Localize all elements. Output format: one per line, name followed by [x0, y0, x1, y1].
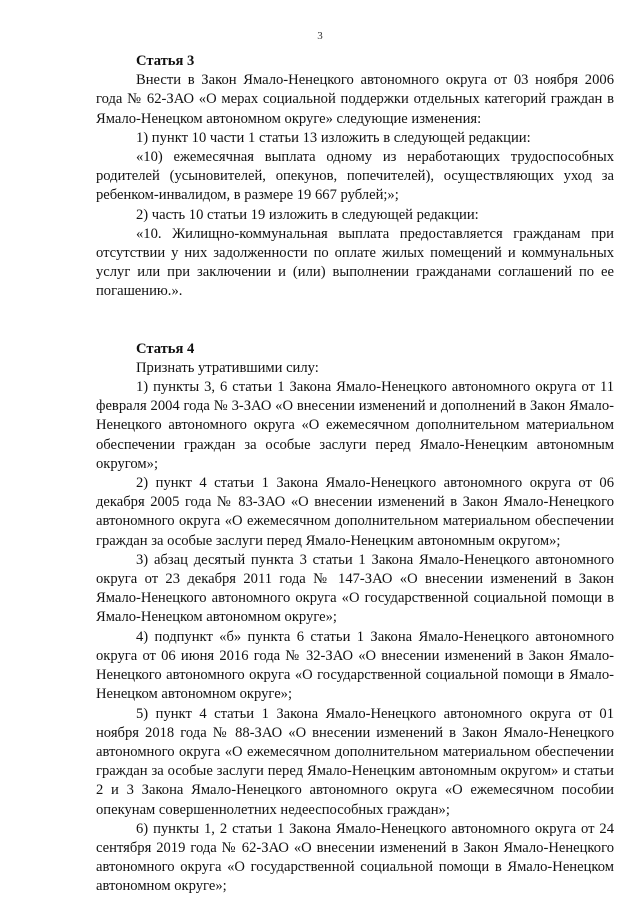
article-4: [96, 340, 614, 897]
article-4-paragraph: 1) пункты 3, 6 статьи 1 Закона Ямало-Ненецкого автономного округа от 11 февраля 2004 года № 3-ЗАО «О внесении изменений и дополнений в Закон Ямало-Ненецкого автономного округа «О ежемесячном дополнительном материальном обеспечении граждан за особые заслуги перед Ямало-Ненецким автономным округом»;: [96, 379, 614, 472]
article-4-paragraph: Признать утратившими силу:: [136, 359, 319, 376]
article-3-heading: Статья 3: [136, 53, 195, 69]
article-3: [96, 52, 614, 302]
article-3-paragraph: «10) ежемесячная выплата одному из неработающих трудоспособных родителей (усыновителей, опекунов, попечителей), осуществляющих уход за ребенком-инвалидом, в размере 19 667 рублей;»;: [96, 149, 614, 204]
article-4-paragraph: 5) пункт 4 статьи 1 Закона Ямало-Ненецкого автономного округа от 01 ноября 2018 года № 88-ЗАО «О внесении изменений в Закон Ямало-Ненецкого автономного округа «О ежемесячном дополнительном материальном обеспечении граждан за особые заслуги перед Ямало-Ненецким автономным округом» и статьи 2 и 3 Закона Ямало-Ненецкого автономного округа «О ежемесячном пособии опекунам совершеннолетних недееспособных граждан»;: [96, 705, 614, 818]
article-4-paragraph: 2) пункт 4 статьи 1 Закона Ямало-Ненецкого автономного округа от 06 декабря 2005 года № 83-ЗАО «О внесении изменений в Закон Ямало-Ненецкого автономного округа «О ежемесячном дополнительном материальном обеспечении граждан за особые заслуги перед Ямало-Ненецким автономным округом»;: [96, 475, 614, 549]
article-3-paragraph: Внести в Закон Ямало-Ненецкого автономного округа от 03 ноября 2006 года № 62-ЗАО «О мерах социальной поддержки отдельных категорий граждан в Ямало-Ненецком автономном округе» следующие изменения:: [96, 72, 614, 127]
article-4-paragraph: 3) абзац десятый пункта 3 статьи 1 Закона Ямало-Ненецкого автономного округа от 23 декабря 2011 года № 147-ЗАО «О внесении изменений в Закон Ямало-Ненецкого автономного округа «О государственной социальной помощи в Ямало-Ненецком автономном округе»;: [96, 551, 614, 626]
page-number: 3: [317, 30, 323, 42]
article-3-paragraph: 1) пункт 10 части 1 статьи 13 изложить в следующей редакции:: [136, 129, 531, 146]
article-3-paragraph: 2) часть 10 статьи 19 изложить в следующей редакции:: [136, 206, 479, 223]
article-3-paragraph: «10. Жилищно-коммунальная выплата предоставляется гражданам при отсутствии у них задолженности по оплате жилых помещений и коммунальных услуг или при заключении и (или) выполнении гражданами соглашений по ее погашению.».: [96, 225, 614, 300]
article-4-paragraph: 6) пункты 1, 2 статьи 1 Закона Ямало-Ненецкого автономного округа от 24 сентября 2019 года № 62-ЗАО «О внесении изменений в Закон Ямало-Ненецкого автономного округа «О государственной социальной помощи в Ямало-Ненецком автономном округе»;: [96, 820, 614, 895]
article-4-paragraph: 4) подпункт «б» пункта 6 статьи 1 Закона Ямало-Ненецкого автономного округа от 06 июня 2016 года № 32-ЗАО «О внесении изменений в Закон Ямало-Ненецкого автономного округа «О государственной социальной помощи в Ямало-Ненецком автономном округе»;: [96, 628, 614, 703]
document-body: [96, 52, 614, 897]
article-4-heading: Статья 4: [136, 340, 195, 357]
section-spacer: [96, 302, 614, 340]
